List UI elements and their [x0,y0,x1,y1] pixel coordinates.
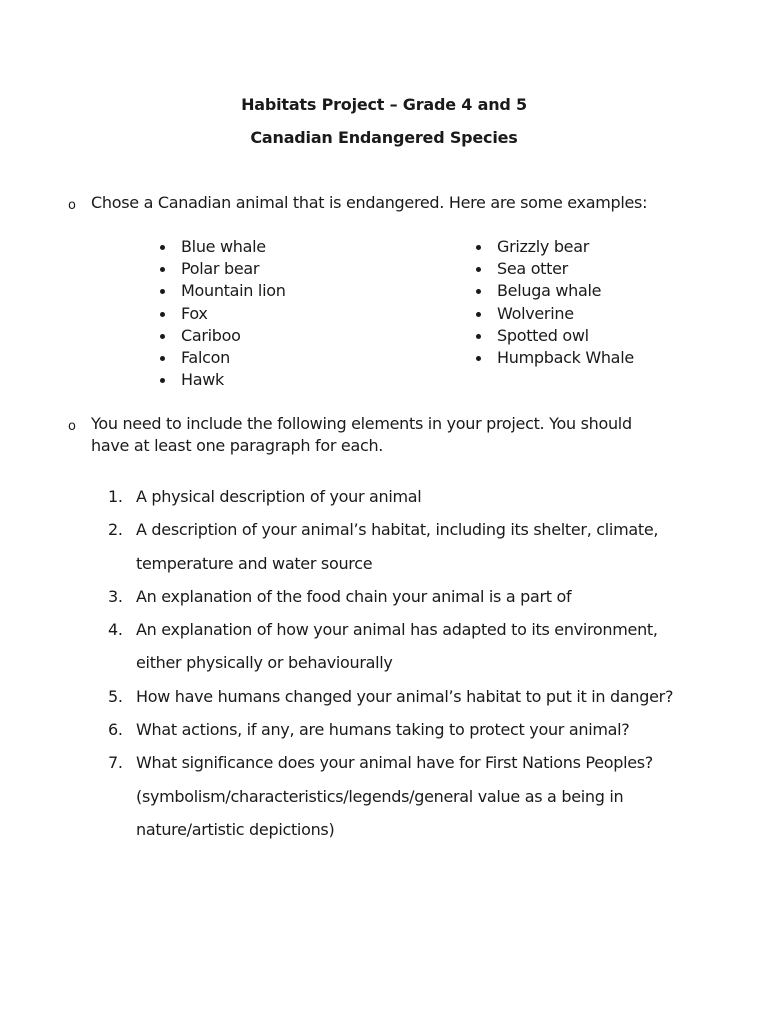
item-text: What actions, if any, are humans taking to protect your animal? [136,720,630,740]
list-item [108,513,688,580]
item-number: 1. [108,487,123,506]
list-item: Humpback Whale [474,347,634,369]
intro-paragraph: Chose a Canadian animal that is endangered. Here are some examples: [91,193,648,212]
list-item [108,746,688,846]
document-subtitle: Canadian Endangered Species [250,128,518,147]
item-text: How have humans changed your animal’s habitat to put it in danger? [136,686,674,706]
list-item [108,680,688,713]
list-item: Mountain lion [158,280,286,302]
list-item: Polar bear [158,258,286,280]
list-item: Fox [158,303,286,325]
item-text: A description of your animal’s habitat, including its shelter, climate, temperature and water source [136,520,659,573]
list-item: Grizzly bear [474,236,634,258]
list-item: Beluga whale [474,280,634,302]
item-number: 3. [108,586,123,606]
animal-list-right [474,236,634,369]
item-number: 4. [108,620,123,640]
list-item [108,580,688,613]
list-item [108,613,688,680]
document-title: Habitats Project – Grade 4 and 5 [241,95,527,114]
list-item: Hawk [158,369,286,391]
item-text: A physical description of your animal [136,487,422,506]
list-item: Sea otter [474,258,634,280]
item-number: 5. [108,686,123,706]
list-item: Falcon [158,347,286,369]
list-item: Cariboo [158,325,286,347]
requirements-list [108,480,688,846]
circle-bullet-icon: o [68,419,76,434]
item-text: An explanation of how your animal has adapted to its environment, either physically or behaviourally [136,620,658,673]
list-item [108,480,688,513]
item-number: 7. [108,753,123,773]
list-item: Wolverine [474,303,634,325]
animal-list-left [158,236,286,391]
list-item: Blue whale [158,236,286,258]
circle-bullet-icon: o [68,198,76,213]
item-number: 2. [108,520,123,540]
item-text: What significance does your animal have for First Nations Peoples? (symbolism/characteristics/legends/general value as a being in nature/artistic depictions) [136,753,653,839]
list-item: Spotted owl [474,325,634,347]
item-text: An explanation of the food chain your animal is a part of [136,586,572,606]
list-item [108,713,688,746]
requirements-paragraph: You need to include the following elements in your project. You should have at least one paragraph for each. [91,414,632,455]
item-number: 6. [108,720,123,740]
